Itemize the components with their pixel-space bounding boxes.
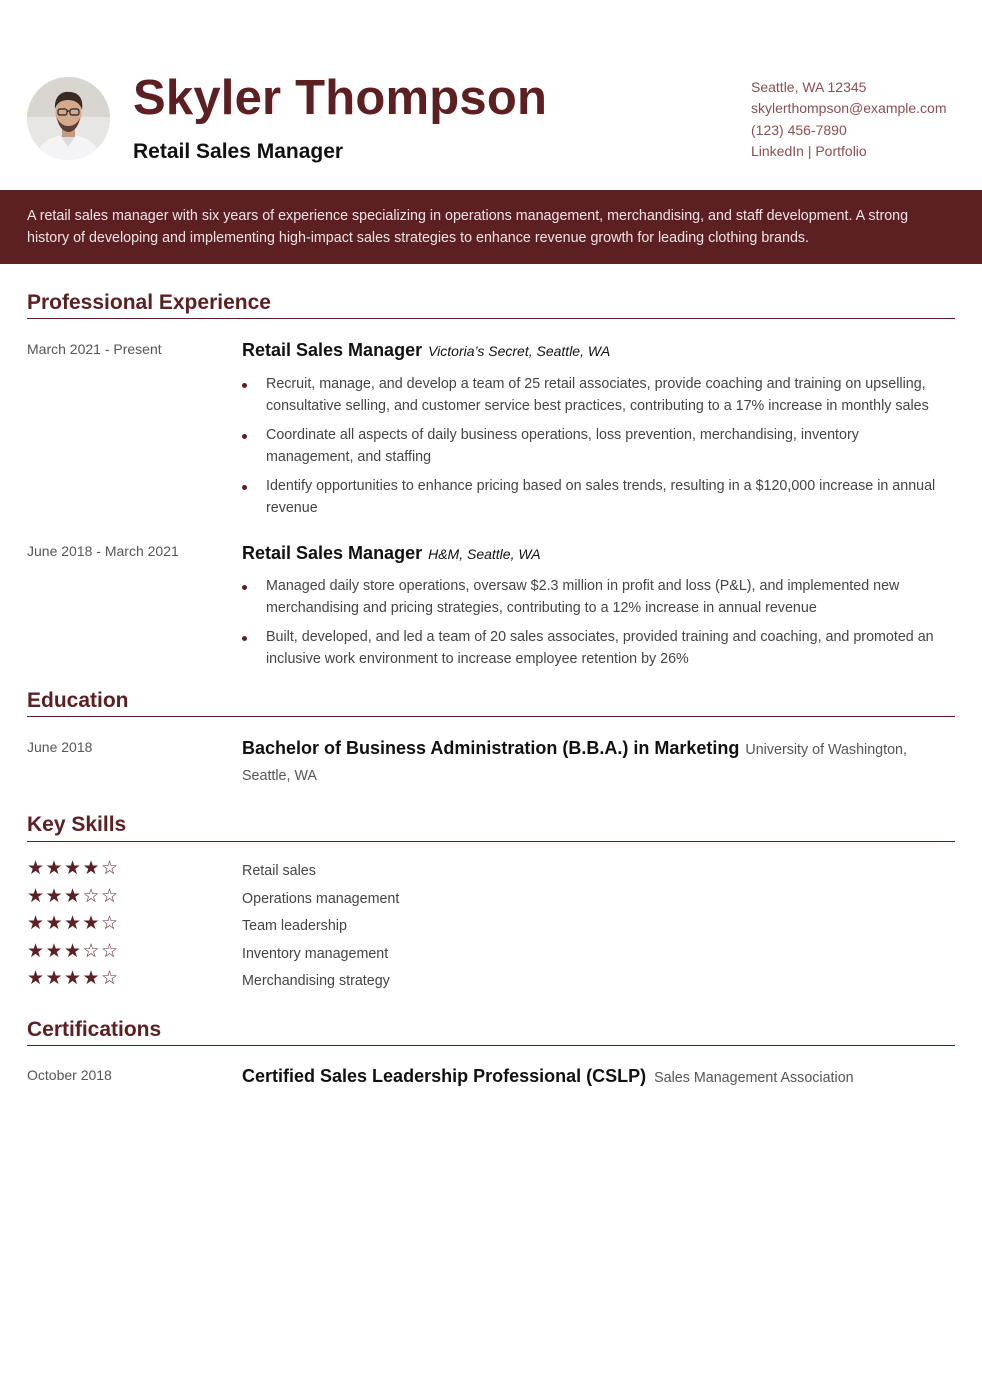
- skill-name: Merchandising strategy: [242, 973, 390, 989]
- certification-org: Sales Management Association: [654, 1070, 854, 1086]
- star-filled-icon: ★: [64, 913, 82, 934]
- education-entry: [242, 736, 954, 789]
- star-empty-icon: ☆: [101, 940, 119, 962]
- star-filled-icon: ★: [27, 858, 45, 879]
- bullet-text: Built, developed, and led a team of 20 sales associates, provided training and coaching, and promoted an inclusive work environment to increase employee retention by 26%: [266, 629, 934, 667]
- education-heading: Education: [27, 689, 129, 712]
- star-filled-icon: ★: [82, 968, 100, 989]
- section-divider: [27, 841, 955, 842]
- skill-name: Operations management: [242, 890, 400, 907]
- star-filled-icon: ★: [27, 913, 45, 934]
- section-divider: [27, 318, 955, 319]
- star-filled-icon: ★: [82, 913, 100, 934]
- skills-heading: Key Skills: [27, 813, 127, 836]
- skill-name: Team leadership: [242, 918, 347, 934]
- bullet-dot-icon: [242, 636, 247, 641]
- star-empty-icon: ☆: [101, 913, 119, 934]
- section-divider: [27, 1045, 955, 1046]
- star-filled-icon: ★: [64, 968, 82, 989]
- skill-row: [27, 914, 527, 936]
- star-empty-icon: ☆: [82, 885, 100, 907]
- skill-row: [27, 969, 527, 991]
- star-filled-icon: ★: [45, 858, 63, 879]
- list-item: [242, 425, 942, 468]
- job-heading: [242, 340, 610, 361]
- summary-banner: A retail sales manager with six years of experience specializing in operations management, merchandising, and staff development. A strong history of developing and implementing high-impact sales strategies to enhance revenue growth for leading clothing brands.: [0, 190, 982, 264]
- education-date: June 2018: [27, 739, 93, 755]
- job-heading: [242, 543, 541, 564]
- certification-name: Certified Sales Leadership Professional (CSLP): [242, 1066, 647, 1086]
- bullet-dot-icon: [242, 383, 247, 388]
- star-filled-icon: ★: [45, 968, 63, 989]
- certification-date: October 2018: [27, 1067, 112, 1083]
- star-empty-icon: ☆: [101, 858, 119, 879]
- job-title: Retail Sales Manager: [242, 543, 423, 563]
- candidate-title: Retail Sales Manager: [133, 140, 344, 163]
- skill-name: Inventory management: [242, 945, 389, 962]
- star-filled-icon: ★: [82, 858, 100, 879]
- bullet-dot-icon: [242, 585, 247, 590]
- job-title: Retail Sales Manager: [242, 340, 423, 360]
- star-filled-icon: ★: [27, 885, 45, 907]
- star-empty-icon: ☆: [101, 885, 119, 907]
- skill-name: Retail sales: [242, 863, 316, 879]
- star-filled-icon: ★: [27, 968, 45, 989]
- candidate-name: Skyler Thompson: [133, 71, 548, 125]
- certification-entry: [242, 1066, 854, 1087]
- bullet-text: Identify opportunities to enhance pricing based on sales trends, resulting in a $120,000 increase in annual revenue: [266, 478, 936, 516]
- profile-photo: [27, 77, 110, 160]
- star-empty-icon: ☆: [101, 968, 119, 989]
- job-bullets: [242, 576, 942, 678]
- section-divider: [27, 716, 955, 717]
- bullet-text: Recruit, manage, and develop a team of 25 retail associates, provide coaching and training on upselling, consultative selling, and customer service best practices, contributing to a 17% increase in monthly sales: [266, 376, 929, 414]
- contact-links[interactable]: LinkedIn | Portfolio: [751, 142, 867, 159]
- skill-rating: [27, 969, 120, 989]
- star-filled-icon: ★: [64, 940, 82, 962]
- education-degree: Bachelor of Business Administration (B.B.A.) in Marketing: [242, 738, 740, 758]
- job-bullets: [242, 374, 942, 527]
- skill-rating: [27, 859, 120, 879]
- list-item: [242, 374, 942, 417]
- job-company: H&M, Seattle, WA: [428, 546, 541, 562]
- education-school: University of Washington, Seattle, WA: [242, 742, 907, 784]
- contact-info: [751, 77, 947, 162]
- person-photo-icon: [27, 77, 110, 160]
- star-filled-icon: ★: [64, 885, 82, 907]
- star-filled-icon: ★: [64, 858, 82, 879]
- skill-rating: [27, 887, 120, 907]
- job-dates: March 2021 - Present: [27, 341, 162, 357]
- bullet-text: Coordinate all aspects of daily business operations, loss prevention, merchandising, inventory management, and staffing: [266, 427, 859, 465]
- list-item: [242, 576, 942, 619]
- bullet-text: Managed daily store operations, oversaw $2.3 million in profit and loss (P&L), and implemented new merchandising and pricing strategies, contributing to a 12% increase in annual revenue: [266, 578, 900, 616]
- star-filled-icon: ★: [45, 940, 63, 962]
- job-dates: June 2018 - March 2021: [27, 543, 179, 559]
- contact-location: Seattle, WA 12345: [751, 79, 867, 95]
- experience-heading: Professional Experience: [27, 291, 271, 314]
- certifications-heading: Certifications: [27, 1018, 162, 1041]
- skill-row: [27, 942, 527, 964]
- star-filled-icon: ★: [27, 940, 45, 962]
- skill-row: [27, 887, 527, 909]
- star-filled-icon: ★: [45, 913, 63, 934]
- resume-header: [0, 0, 982, 190]
- job-company: Victoria’s Secret, Seattle, WA: [428, 343, 611, 359]
- bullet-dot-icon: [242, 485, 247, 490]
- skill-row: [27, 859, 527, 881]
- list-item: [242, 476, 942, 519]
- list-item: [242, 627, 942, 670]
- skill-rating: [27, 914, 120, 934]
- bullet-dot-icon: [242, 434, 247, 439]
- contact-phone: (123) 456-7890: [751, 121, 847, 138]
- contact-email[interactable]: skylerthompson@example.com: [751, 100, 947, 117]
- star-filled-icon: ★: [45, 885, 63, 907]
- star-empty-icon: ☆: [82, 940, 100, 962]
- skill-rating: [27, 942, 120, 962]
